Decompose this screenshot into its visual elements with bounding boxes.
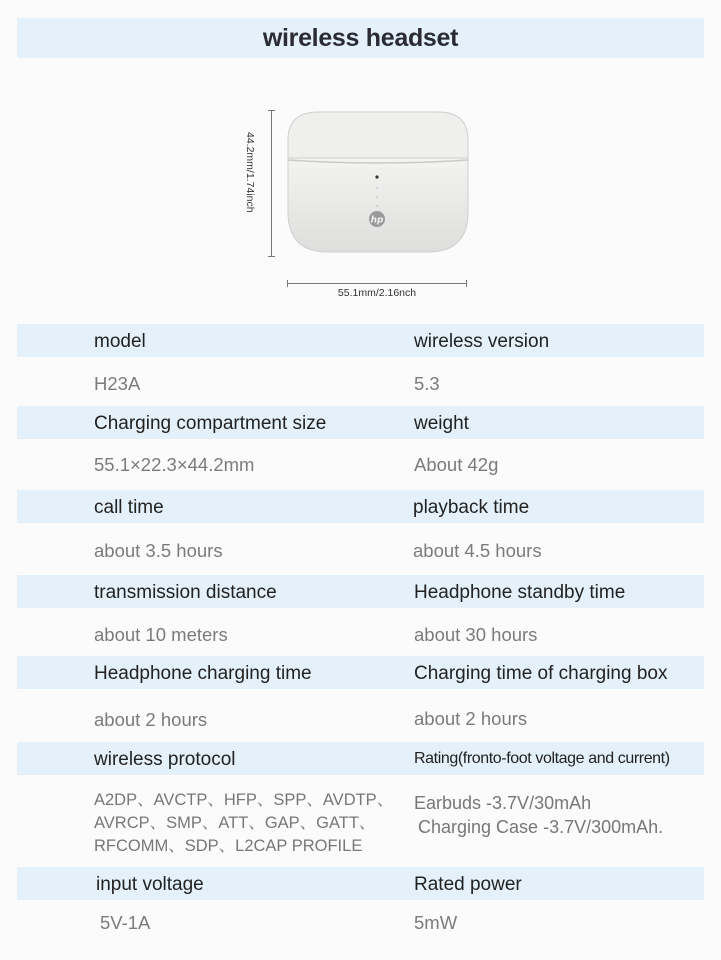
weight-label: weight <box>414 413 469 434</box>
case-size-label: Charging compartment size <box>94 413 327 434</box>
height-dimension-label: 44.2mm/1.74inch <box>244 132 256 213</box>
width-dimension-line <box>287 283 467 284</box>
rated-power-value: 5mW <box>414 912 458 933</box>
wireless-version-label: wireless version <box>414 331 550 352</box>
input-voltage-label: input voltage <box>96 874 204 895</box>
input-voltage-value: 5V-1A <box>100 912 151 933</box>
weight-value: About 42g <box>414 454 499 475</box>
protocol-line: A2DP、AVCTP、HFP、SPP、AVDTP、 <box>94 791 394 809</box>
page-title: wireless headset <box>262 24 459 52</box>
protocol-value <box>94 789 393 858</box>
protocol-label: wireless protocol <box>94 749 236 770</box>
model-value: H23A <box>94 373 141 394</box>
height-dimension-line <box>271 110 272 257</box>
standby-value: about 30 hours <box>414 624 538 645</box>
call-time-label: call time <box>94 497 164 518</box>
rating-line: Earbuds -3.7V/30mAh <box>414 793 592 813</box>
standby-label: Headphone standby time <box>414 582 626 603</box>
rating-line: Charging Case -3.7V/300mAh. <box>418 817 664 837</box>
model-label: model <box>94 331 146 352</box>
playback-time-label: playback time <box>413 497 530 518</box>
svg-text:hp: hp <box>370 215 384 226</box>
protocol-line: AVRCP、SMP、ATT、GAP、GATT、 <box>94 814 376 832</box>
product-image <box>230 100 490 310</box>
playback-time-value: about 4.5 hours <box>413 540 542 561</box>
box-charging-value: about 2 hours <box>414 708 528 729</box>
rating-value <box>414 791 663 839</box>
headphone-charging-label: Headphone charging time <box>94 663 312 684</box>
rated-power-label: Rated power <box>414 874 522 895</box>
rating-label: Rating(fronto-foot voltage and current) <box>414 750 670 767</box>
distance-label: transmission distance <box>94 582 277 603</box>
call-time-value: about 3.5 hours <box>94 540 223 561</box>
charging-case-illustration <box>230 100 490 310</box>
headphone-charging-value: about 2 hours <box>94 709 208 730</box>
wireless-version-value: 5.3 <box>414 373 440 394</box>
box-charging-label: Charging time of charging box <box>414 663 668 684</box>
protocol-line: RFCOMM、SDP、L2CAP PROFILE <box>94 837 363 855</box>
title-band <box>17 18 704 58</box>
case-size-value: 55.1×22.3×44.2mm <box>94 454 255 475</box>
distance-value: about 10 meters <box>94 624 228 645</box>
width-dimension-label: 55.1mm/2.16nch <box>337 287 417 299</box>
